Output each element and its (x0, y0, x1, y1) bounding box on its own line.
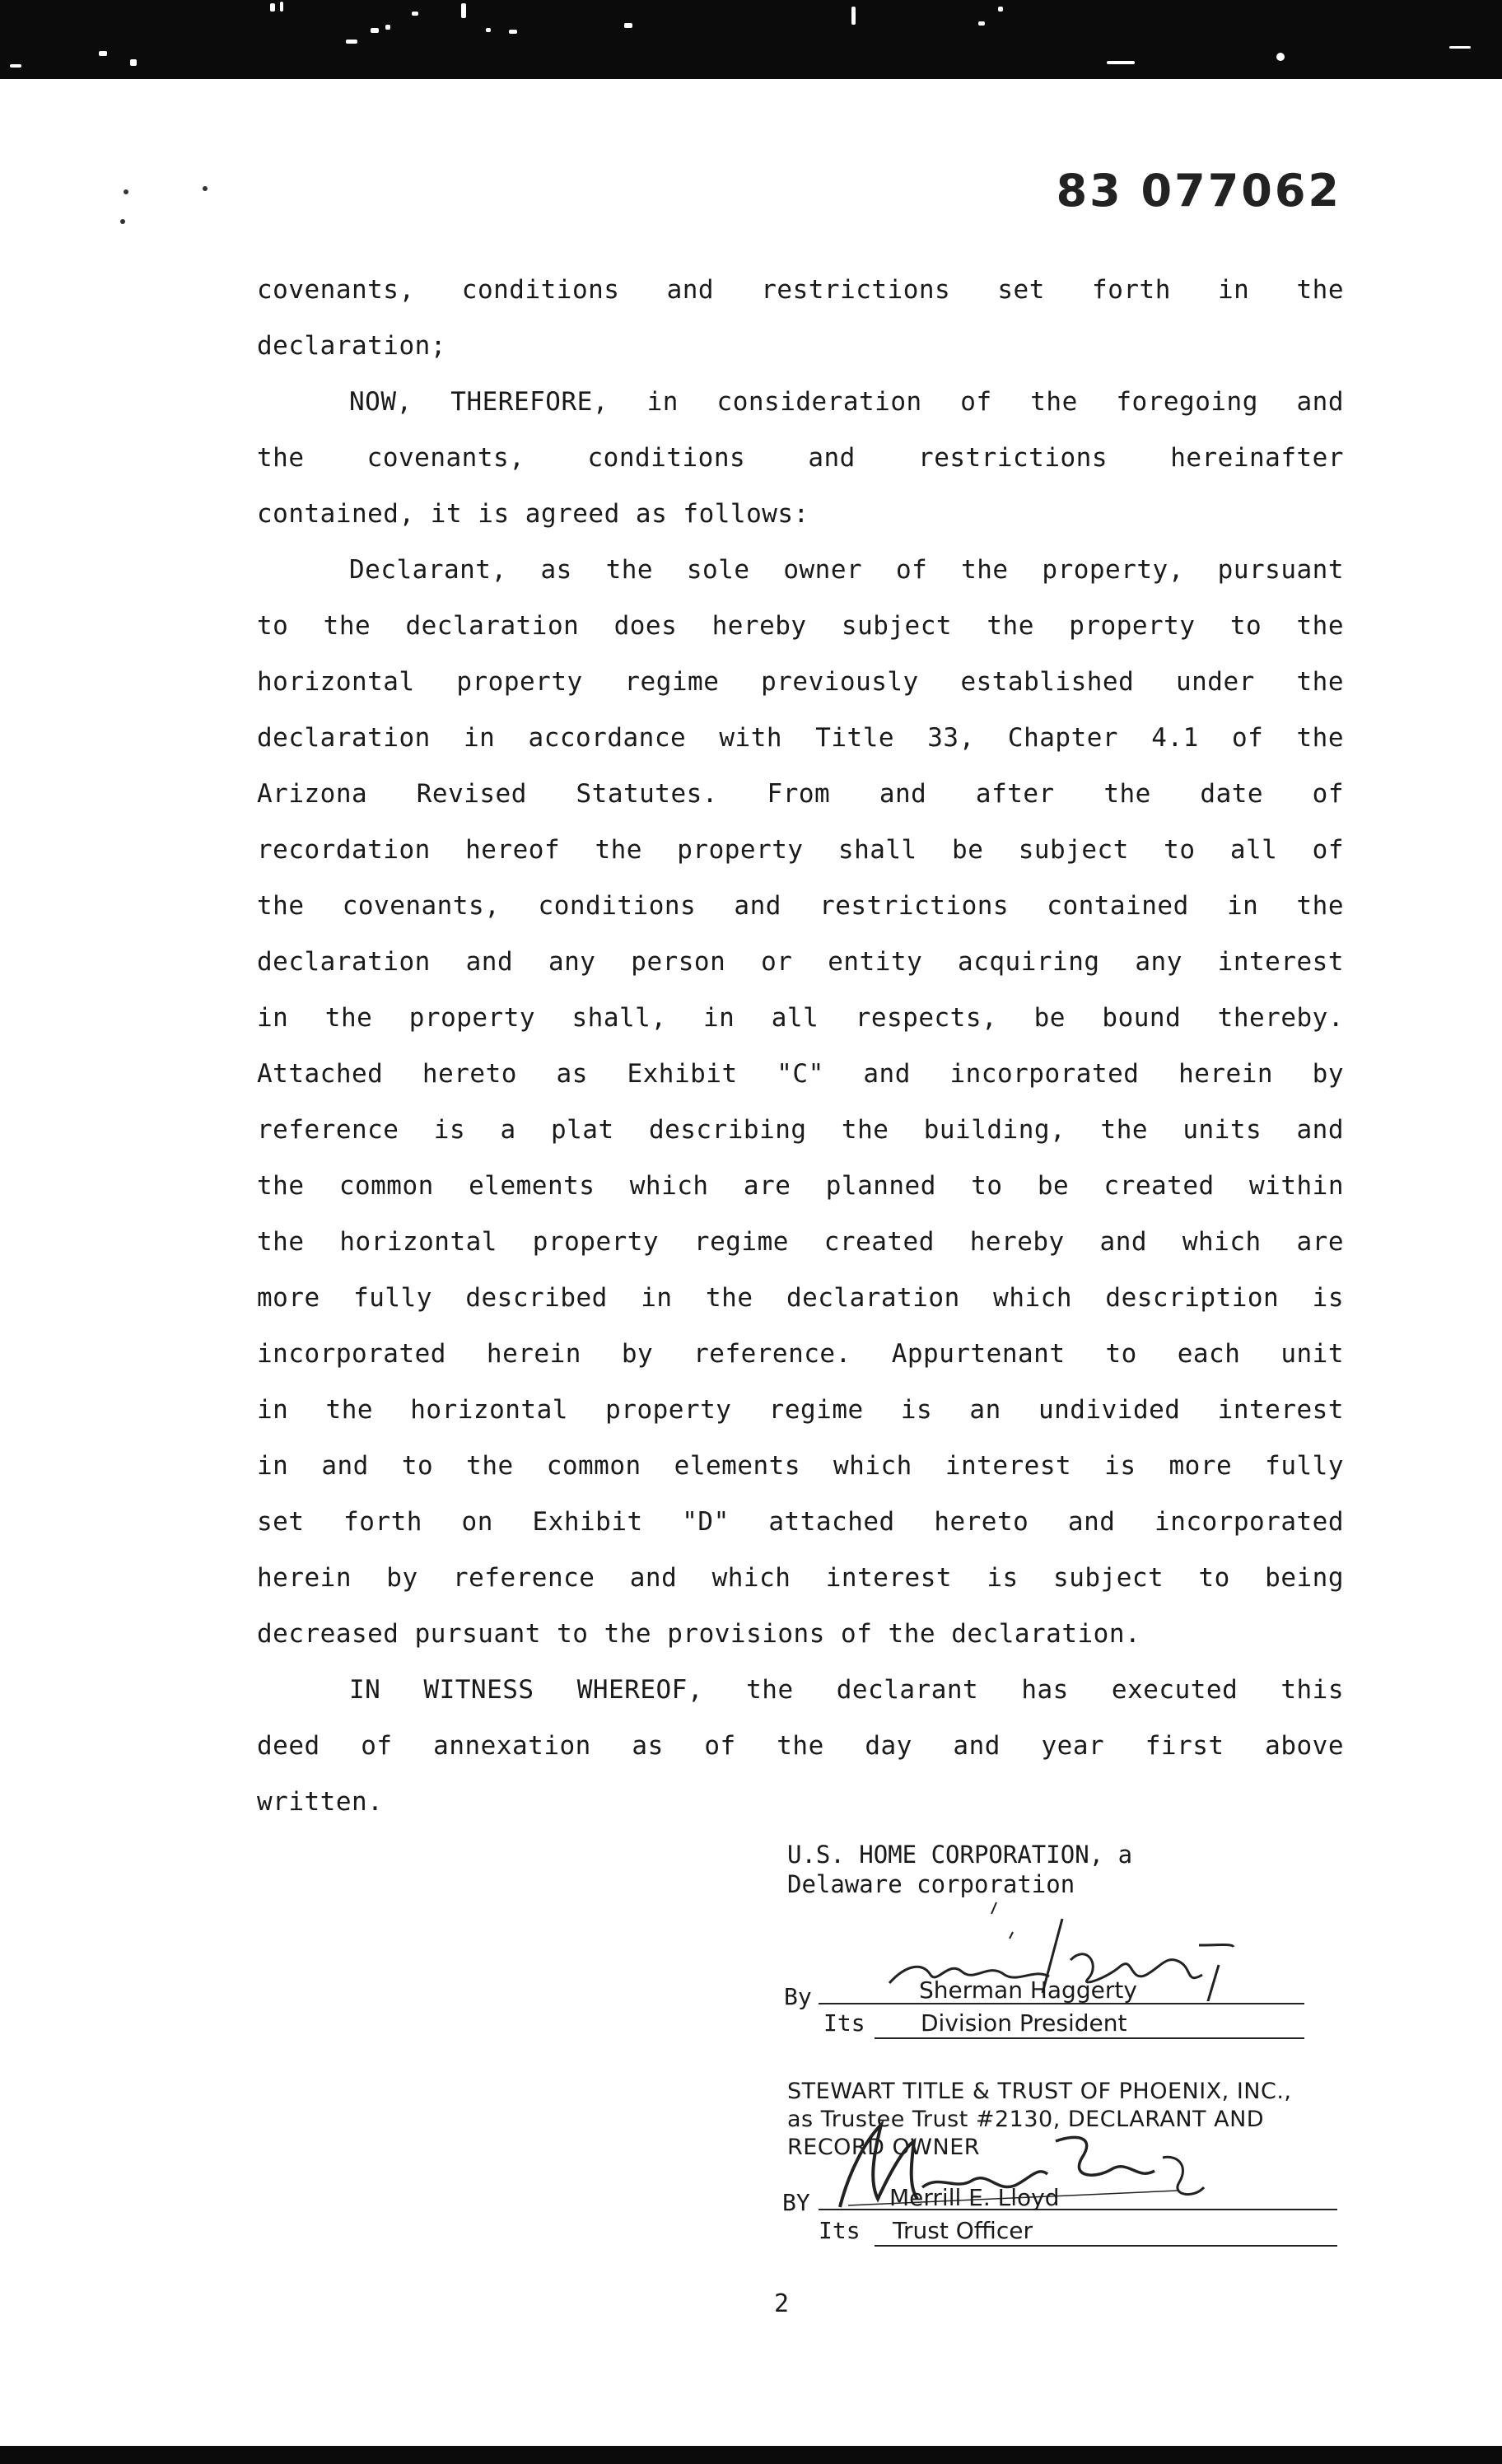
text-line: horizontal property regime previously established under the (257, 667, 1344, 697)
document-body (257, 262, 1344, 1830)
text-line: NOW, THEREFORE, in consideration of the foregoing and (349, 387, 1344, 417)
text-line: recordation hereof the property shall be subject to all of (257, 835, 1344, 865)
by-label-2: BY (782, 2189, 810, 2216)
text-line: decreased pursuant to the provisions of the declaration. (257, 1619, 1141, 1649)
text-line: Arizona Revised Statutes. From and after the date of (257, 779, 1344, 809)
text-line: the covenants, conditions and restrictions contained in the (257, 891, 1344, 921)
signatory-title-2: Trust Officer (893, 2217, 1033, 2244)
text-line: IN WITNESS WHEREOF, the declarant has executed this (349, 1675, 1344, 1705)
recording-number: 83 077062 (1056, 165, 1341, 217)
text-line: in the horizontal property regime is an undivided interest (257, 1395, 1344, 1425)
text-line: herein by reference and which interest is subject to being (257, 1563, 1344, 1593)
signatory-title: Division President (921, 2009, 1127, 2037)
text-line: covenants, conditions and restrictions set forth in the (257, 275, 1344, 305)
margin-mark (120, 219, 125, 224)
trustee-entity-line1: STEWART TITLE & TRUST OF PHOENIX, INC., (787, 2079, 1292, 2104)
entity-state: Delaware corporation (787, 1870, 1075, 1898)
text-line: deed of annexation as of the day and year first above (257, 1731, 1344, 1761)
text-line: written. (257, 1787, 384, 1817)
margin-mark (203, 186, 208, 191)
entity-name: U.S. HOME CORPORATION, a (787, 1841, 1133, 1869)
scan-top-border (0, 0, 1502, 79)
text-line: declaration and any person or entity acquiring any interest (257, 947, 1344, 977)
text-line: more fully described in the declaration which description is (257, 1283, 1344, 1313)
its-label: Its (823, 2009, 865, 2037)
text-line: contained, it is agreed as follows: (257, 499, 809, 529)
trustee-entity-line3: RECORD OWNER (787, 2135, 981, 2160)
text-line: declaration; (257, 331, 446, 361)
signatory-name-2: Merrill E. Lloyd (889, 2184, 1060, 2211)
text-line: the horizontal property regime created hereby and which are (257, 1227, 1344, 1257)
its-label-2: Its (819, 2217, 861, 2244)
text-line: the covenants, conditions and restrictions hereinafter (257, 443, 1344, 473)
trustee-entity-line2: as Trustee Trust #2130, DECLARANT AND (787, 2107, 1265, 2132)
title-line-2 (875, 2245, 1337, 2247)
title-line (875, 2037, 1304, 2039)
text-line: the common elements which are planned to be created within (257, 1171, 1344, 1201)
text-line: in and to the common elements which interest is more fully (257, 1451, 1344, 1481)
page-number: 2 (774, 2289, 790, 2318)
margin-mark (124, 189, 128, 194)
signatory-name: Sherman Haggerty (919, 1976, 1137, 2004)
text-line: reference is a plat describing the building, the units and (257, 1115, 1344, 1145)
scan-bottom-border (0, 2446, 1502, 2464)
text-line: declaration in accordance with Title 33, Chapter 4.1 of the (257, 723, 1344, 753)
text-line: Declarant, as the sole owner of the property, pursuant (349, 555, 1344, 585)
text-line: Attached hereto as Exhibit "C" and incorporated herein by (257, 1059, 1344, 1089)
text-line: set forth on Exhibit "D" attached hereto and incorporated (257, 1507, 1344, 1537)
text-line: incorporated herein by reference. Appurtenant to each unit (257, 1339, 1344, 1369)
text-line: in the property shall, in all respects, be bound thereby. (257, 1003, 1344, 1033)
text-line: to the declaration does hereby subject the property to the (257, 611, 1344, 641)
by-label: By (784, 1983, 812, 2010)
